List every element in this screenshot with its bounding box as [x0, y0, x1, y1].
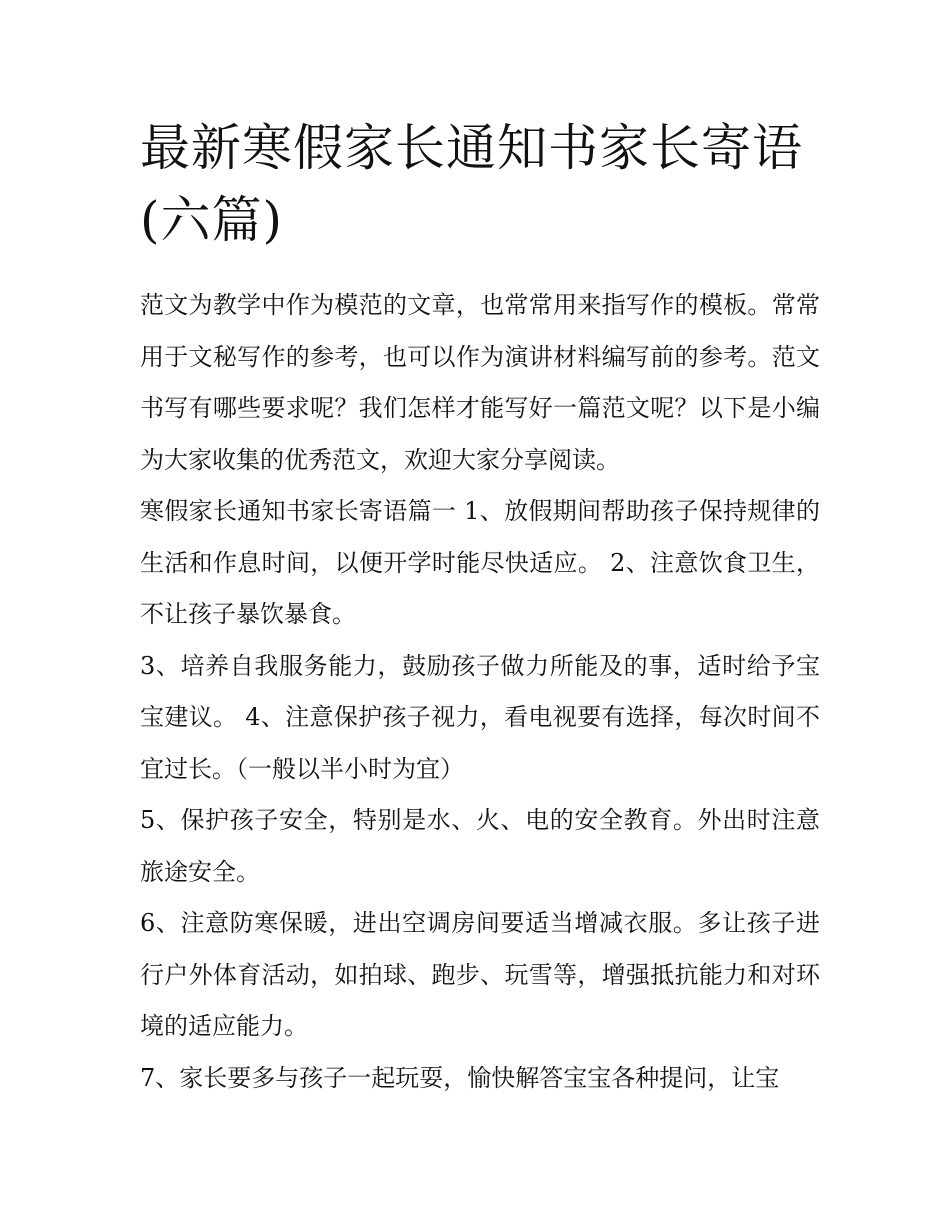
paragraph-items-3-4: 3、培养自我服务能力，鼓励孩子做力所能及的事，适时给予宝宝建议。 4、注意保护孩子视力，看电视要有选择，每次时间不宜过长。（一般以半小时为宜）: [140, 651, 820, 783]
paragraph-item-7: 7、家长要多与孩子一起玩耍，愉快解答宝宝各种提问，让宝: [140, 1063, 780, 1092]
paragraph-item-5: 5、保护孩子安全，特别是水、火、电的安全教育。外出时注意旅途安全。: [140, 806, 820, 886]
document-body: [140, 280, 820, 1104]
paragraph-intro: 范文为教学中作为模范的文章，也常常用来指写作的模板。常常用于文秘写作的参考，也可以作为演讲材料编写前的参考。范文书写有哪些要求呢？我们怎样才能写好一篇范文呢？以下是小编为大家收集的优秀范文，欢迎大家分享阅读。: [140, 291, 820, 474]
paragraph-section-1: 寒假家长通知书家长寄语篇一 1、放假期间帮助孩子保持规律的生活和作息时间，以便开学时能尽快适应。 2、注意饮食卫生，不让孩子暴饮暴食。: [140, 497, 820, 628]
paragraph-item-6: 6、注意防寒保暖，进出空调房间要适当增减衣服。多让孩子进行户外体育活动，如拍球、跑步、玩雪等，增强抵抗能力和对环境的适应能力。: [140, 909, 820, 1040]
document-title: 最新寒假家长通知书家长寄语(六篇): [140, 119, 803, 249]
